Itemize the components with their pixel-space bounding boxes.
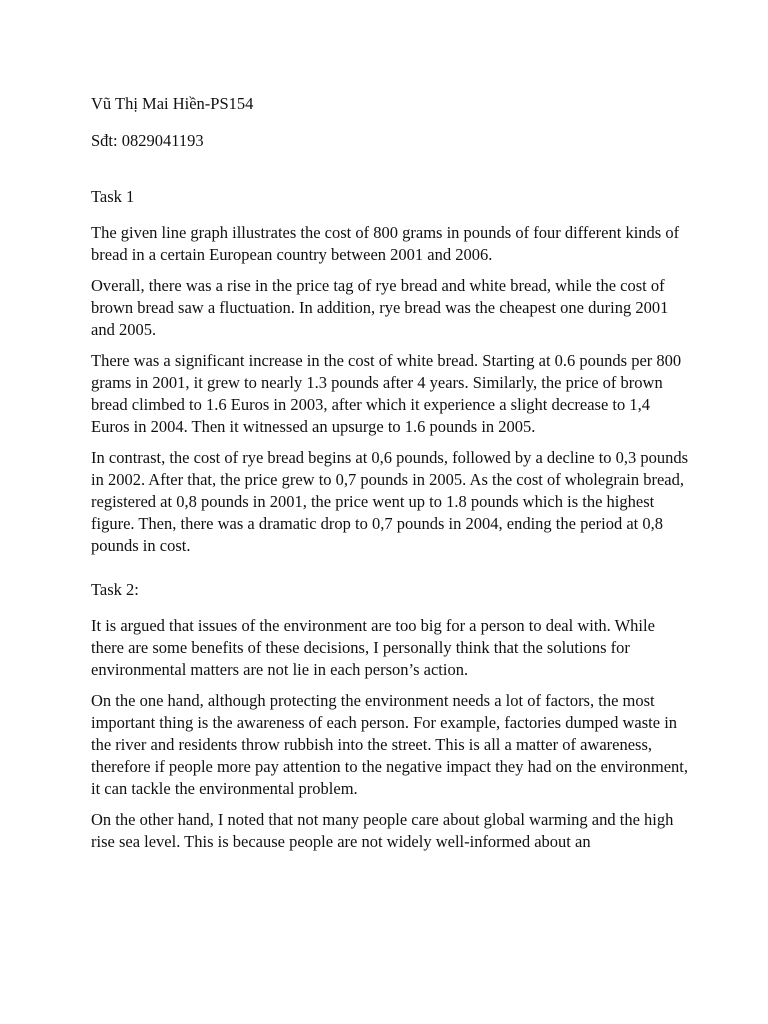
document-page — [91, 93, 691, 862]
task2-paragraph-2: On the one hand, although protecting the environment needs a lot of factors, the most important thing is the awareness of each person. For example, factories dumped waste in the river and residents throw rubbish into the street. This is all a matter of awareness, therefore if people more pay attention to the negative impact they had on the environment, it can tackle the environmental problem. — [91, 691, 688, 798]
task1-paragraph-1: The given line graph illustrates the cost of 800 grams in pounds of four different kinds of bread in a certain European country between 2001 and 2006. — [91, 223, 680, 264]
task2-section — [91, 579, 691, 853]
task1-paragraph-3: There was a significant increase in the cost of white bread. Starting at 0.6 pounds per 800 grams in 2001, it grew to nearly 1.3 pounds after 4 years. Similarly, the price of brown bread climbed to 1.6 Euros in 2003, after which it experience a slight decrease to 1,4 Euros in 2004. Then it witnessed an upsurge to 1.6 pounds in 2005. — [91, 351, 682, 436]
task1-section — [91, 186, 691, 557]
author-name: Vũ Thị Mai Hiền-PS154 — [91, 94, 254, 113]
phone-number: Sđt: 0829041193 — [91, 131, 204, 150]
task1-paragraph-4: In contrast, the cost of rye bread begins at 0,6 pounds, followed by a decline to 0,3 pounds in 2002. After that, the price grew to 0,7 pounds in 2005. As the cost of wholegrain bread, registered at 0,8 pounds in 2001, the price went up to 1.8 pounds which is the highest figure. Then, there was a dramatic drop to 0,7 pounds in 2004, ending the period at 0,8 pounds in cost. — [91, 448, 689, 555]
task1-paragraph-2: Overall, there was a rise in the price tag of rye bread and white bread, while the cost of brown bread saw a fluctuation. In addition, rye bread was the cheapest one during 2001 and 2005. — [91, 276, 669, 339]
task2-heading: Task 2: — [91, 580, 139, 599]
task2-paragraph-3: On the other hand, I noted that not many people care about global warming and the high rise sea level. This is because people are not widely well-informed about an — [91, 810, 674, 851]
task2-paragraph-1: It is argued that issues of the environment are too big for a person to deal with. While there are some benefits of these decisions, I personally think that the solutions for environmental matters are not lie in each person’s action. — [91, 616, 655, 679]
task1-heading: Task 1 — [91, 187, 135, 206]
